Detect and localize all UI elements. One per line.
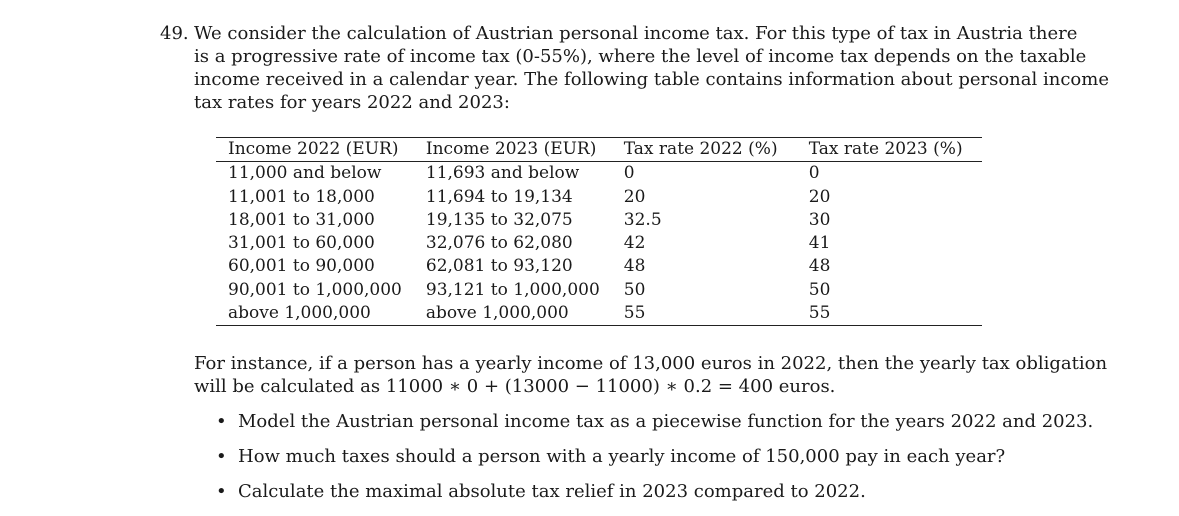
task-list [216,410,1093,515]
header-income-2023: Income 2023 (EUR) [414,138,612,162]
bullet-icon: • [216,411,227,432]
bullet-icon: • [216,446,227,467]
problem-number: 49. [160,23,189,44]
table-row [216,302,982,326]
rate-2023-cell: 48 [808,256,831,277]
worked-example [194,352,1108,398]
tax-rate-table [216,137,982,326]
rate-2022-cell: 48 [623,256,646,277]
rate-2023-cell: 30 [808,209,831,230]
income-2022-cell: 31,001 to 60,000 [228,233,375,254]
list-item [216,445,1093,480]
table-row [216,186,982,209]
rate-2022-cell: 55 [623,303,646,324]
table-header-row [216,138,982,162]
header-tax-rate-2023: Tax rate 2023 (%) [797,138,982,162]
header-income-2022: Income 2022 (EUR) [216,138,414,162]
income-2023-cell: above 1,000,000 [425,303,569,324]
list-item [216,410,1093,445]
rate-2022-cell: 50 [623,279,646,300]
income-2022-cell: 90,001 to 1,000,000 [228,279,402,300]
table-row [216,232,982,255]
income-2022-cell: 18,001 to 31,000 [228,209,375,230]
intro-line: income received in a calendar year. The following table contains information about personal income [194,69,1109,90]
income-2023-cell: 19,135 to 32,075 [425,209,573,230]
problem-intro [194,22,1109,114]
intro-line: We consider the calculation of Austrian personal income tax. For this type of tax in Austria there [194,23,1078,44]
rate-2022-cell: 32.5 [623,209,662,230]
list-item [216,480,1093,515]
table-row [216,209,982,232]
income-2023-cell: 32,076 to 62,080 [425,233,573,254]
income-2023-cell: 62,081 to 93,120 [425,256,573,277]
example-line: will be calculated as 11000 ∗ 0 + (13000 − 11000) ∗ 0.2 = 400 euros. [194,376,836,397]
task-text: Model the Austrian personal income tax as a piecewise function for the years 2022 and 2023. [238,411,1094,432]
rate-2023-cell: 55 [808,303,831,324]
bullet-icon: • [216,481,227,502]
rate-2022-cell: 20 [623,186,646,207]
header-tax-rate-2022: Tax rate 2022 (%) [612,138,797,162]
income-2023-cell: 11,693 and below [425,163,580,184]
table-row [216,162,982,186]
rate-2023-cell: 0 [808,163,820,184]
rate-2022-cell: 0 [623,163,635,184]
example-line: For instance, if a person has a yearly income of 13,000 euros in 2022, then the yearly tax obligation [194,353,1108,374]
income-2022-cell: 11,000 and below [228,163,382,184]
income-2022-cell: 11,001 to 18,000 [228,186,375,207]
task-text: How much taxes should a person with a yearly income of 150,000 pay in each year? [238,446,1006,467]
intro-line: is a progressive rate of income tax (0-55%), where the level of income tax depends on the taxable [194,46,1087,67]
income-2022-cell: 60,001 to 90,000 [228,256,375,277]
intro-line: tax rates for years 2022 and 2023: [194,92,510,113]
income-2023-cell: 11,694 to 19,134 [425,186,573,207]
task-text: Calculate the maximal absolute tax relief in 2023 compared to 2022. [238,481,866,502]
table-row [216,255,982,278]
rate-2023-cell: 20 [808,186,831,207]
income-2023-cell: 93,121 to 1,000,000 [425,279,600,300]
rate-2022-cell: 42 [623,233,646,254]
income-2022-cell: above 1,000,000 [228,303,371,324]
table-row [216,279,982,302]
rate-2023-cell: 50 [808,279,831,300]
rate-2023-cell: 41 [808,233,831,254]
